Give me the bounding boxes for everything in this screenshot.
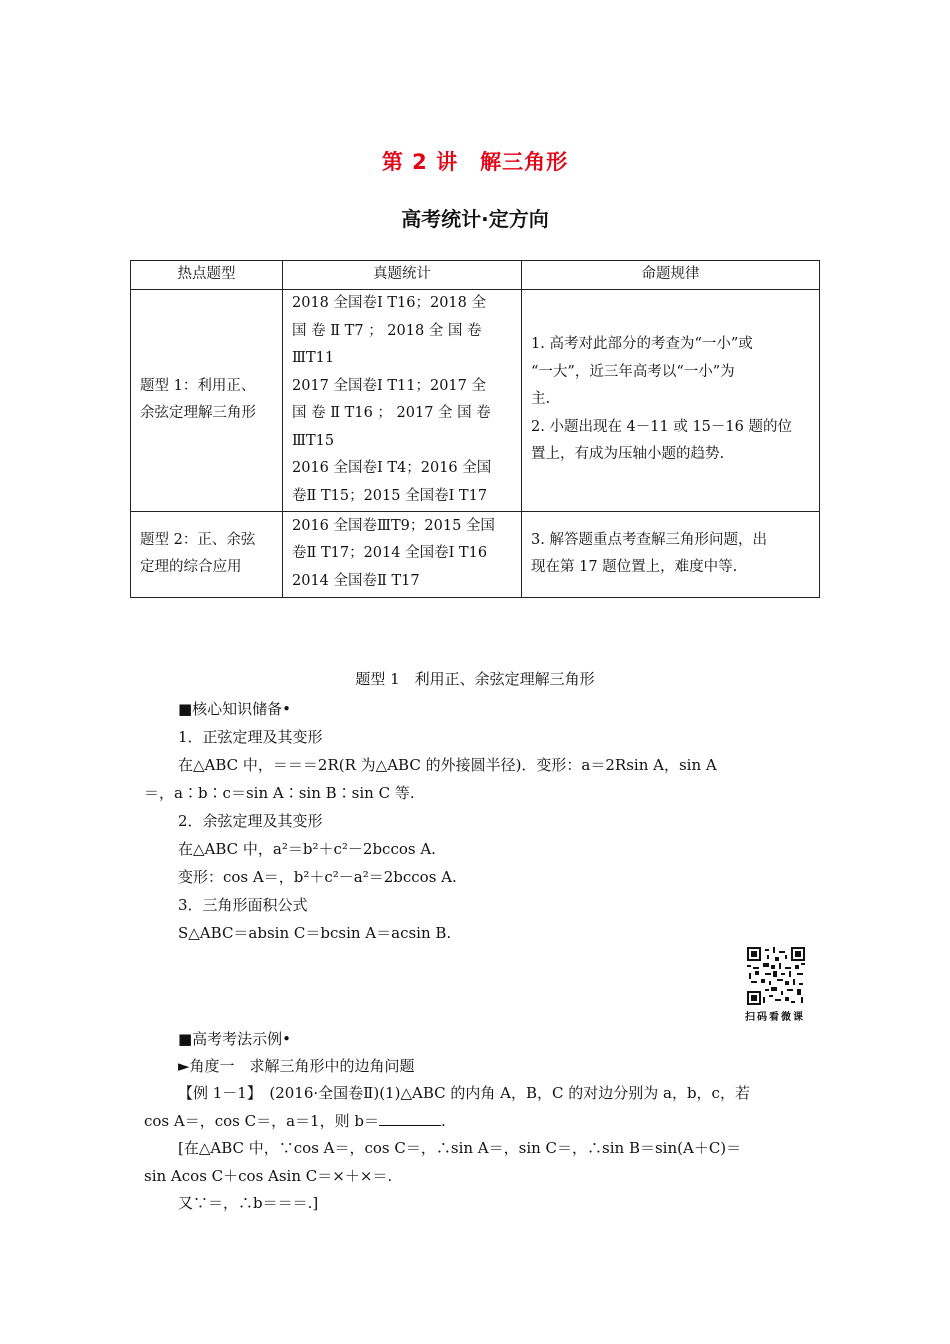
example-line-1 — [178, 1082, 750, 1103]
solution-line-1: [在△ABC 中，∵cos A＝，cos C＝，∴sin A＝，sin C＝，∴sin B＝sin(A＋C)＝ — [178, 1139, 742, 1157]
cell-line: 2018 全国卷Ⅰ T16；2018 全 — [292, 295, 486, 311]
topic-type-cell — [131, 511, 283, 597]
topic-subtitle: 题型 1 利用正、余弦定理解三角形 — [355, 670, 595, 688]
exam-examples-heading: ■高考考法示例• — [178, 1030, 292, 1048]
cell-line: 余弦定理解三角形 — [140, 405, 256, 421]
cell-line: 国 卷 Ⅱ T16 ； 2017 全 国 卷 — [292, 405, 491, 421]
cell-line: 3. 解答题重点考查解三角形问题，出 — [531, 531, 767, 548]
solution-line-2: sin Acos C＋cos Asin C＝×＋×＝. — [144, 1167, 393, 1185]
solution-line-3: 又∵＝，∴b＝＝＝.] — [178, 1194, 319, 1212]
area-formula: S△ABC＝absin C＝bcsin A＝acsin B. — [178, 924, 452, 942]
cell-line: “一大”，近三年高考以“一小”为 — [531, 363, 735, 380]
qr-caption: 扫码看微课 — [745, 1012, 805, 1023]
exam-pattern-cell — [522, 511, 820, 597]
table-row — [131, 511, 820, 597]
qr-code-icon[interactable] — [747, 947, 805, 1005]
section-title: 高考统计·定方向 — [401, 207, 549, 231]
cell-line: 2017 全国卷Ⅰ T11；2017 全 — [292, 377, 486, 394]
exam-statistics-table — [130, 260, 820, 598]
table-row — [131, 289, 820, 511]
exam-pattern-cell — [522, 289, 820, 511]
cell-line: 主. — [531, 391, 551, 408]
cell-line: 卷Ⅱ T15；2015 全国卷Ⅰ T17 — [292, 487, 488, 504]
cell-line: ⅢT11 — [292, 350, 335, 366]
cell-line: 题型 2：正、余弦 — [140, 531, 256, 548]
cosine-law-formula: 在△ABC 中，a²＝b²＋c²－2bccos A. — [178, 840, 436, 858]
example-condition: cos A＝，cos C＝，a＝1，则 b＝ — [144, 1112, 379, 1130]
cell-line: 定理的综合应用 — [140, 559, 242, 575]
cell-line: ⅢT15 — [292, 432, 335, 449]
header-exam-pattern: 命题规律 — [522, 261, 820, 290]
header-topic-type: 热点题型 — [131, 261, 283, 290]
angle-one-heading: ►角度一 求解三角形中的边角问题 — [178, 1057, 415, 1075]
cosine-law-variant: 变形：cos A＝，b²＋c²－a²＝2bccos A. — [178, 868, 457, 886]
cosine-law-heading: 2．余弦定理及其变形 — [178, 812, 323, 830]
core-knowledge-heading: ■核心知识储备• — [178, 700, 292, 718]
example-question: (2016·全国卷Ⅱ)(1)△ABC 的内角 A，B，C 的对边分别为 a，b，c，若 — [254, 1084, 750, 1102]
cell-line: 现在第 17 题位置上，难度中等. — [531, 559, 738, 575]
cell-line: 2016 全国卷Ⅰ T4；2016 全国 — [292, 460, 492, 476]
exam-stats-cell — [283, 511, 522, 597]
cell-line: 1. 高考对此部分的考查为“一小”或 — [531, 336, 753, 353]
exam-stats-cell — [283, 289, 522, 511]
header-exam-stats: 真题统计 — [283, 261, 522, 290]
cell-line: 2016 全国卷ⅢT9；2015 全国 — [292, 517, 495, 534]
sine-law-heading: 1．正弦定理及其变形 — [178, 728, 323, 746]
cell-line: 2. 小题出现在 4－11 或 15－16 题的位 — [531, 418, 792, 435]
table-header-row — [131, 261, 820, 290]
sine-law-formula: 在△ABC 中，＝＝＝2R(R 为△ABC 的外接圆半径)．变形：a＝2Rsin A，sin A — [178, 756, 717, 774]
topic-type-cell — [131, 289, 283, 511]
cell-line: 2014 全国卷Ⅱ T17 — [292, 572, 420, 589]
page-title: 第 2 讲 解三角形 — [381, 150, 569, 174]
example-end: . — [440, 1112, 446, 1130]
cell-line: 国 卷 Ⅱ T7 ； 2018 全 国 卷 — [292, 322, 482, 339]
answer-blank — [379, 1113, 441, 1126]
cell-line: 置上，有成为压轴小题的趋势. — [531, 446, 725, 463]
sine-law-ratio: ＝，a∶b∶c＝sin A∶sin B∶sin C 等. — [144, 784, 415, 802]
cell-line: 题型 1：利用正、 — [140, 377, 256, 394]
example-label: 【例 1－1】 — [178, 1084, 255, 1102]
area-formula-heading: 3．三角形面积公式 — [178, 896, 308, 914]
example-line-2 — [144, 1110, 446, 1131]
cell-line: 卷Ⅱ T17；2014 全国卷Ⅰ T16 — [292, 545, 488, 562]
